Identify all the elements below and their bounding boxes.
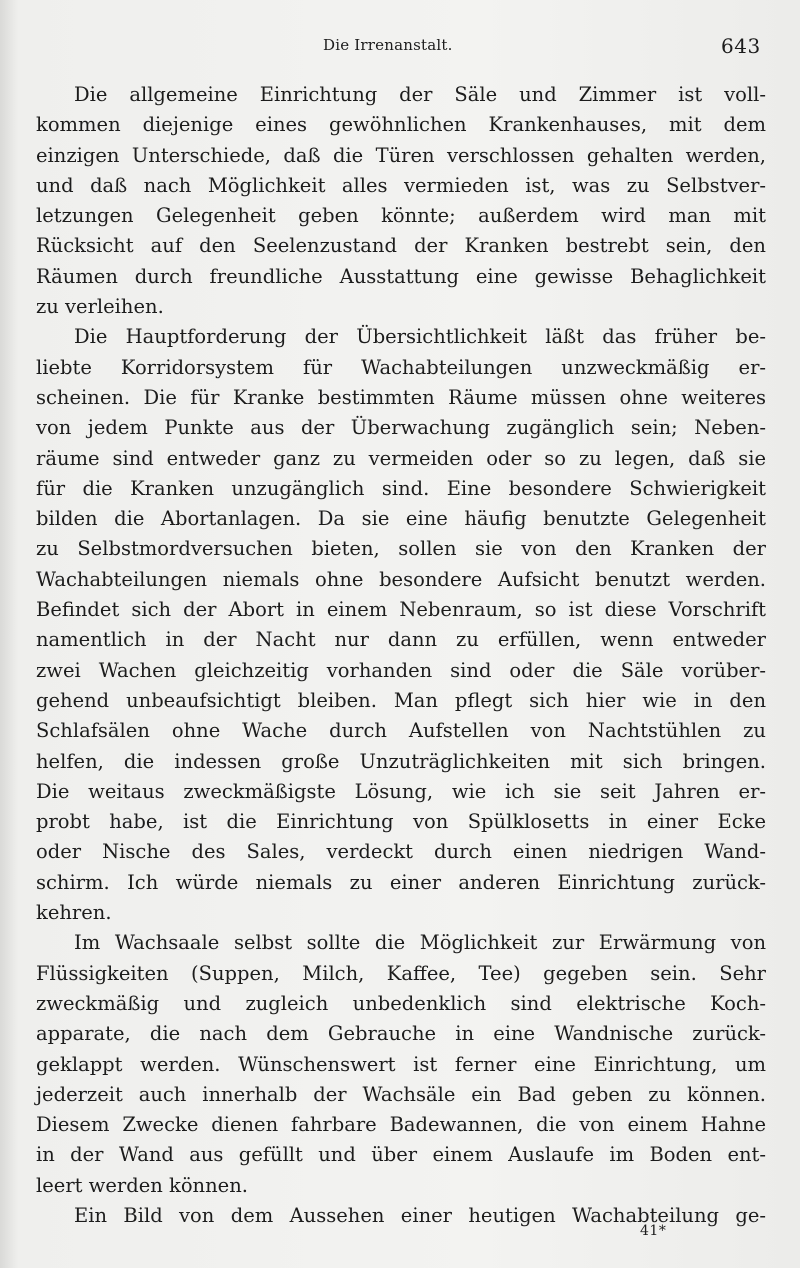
running-head-title: Die Irrenanstalt.	[323, 36, 453, 54]
text-line: Flüssigkeiten (Suppen, Milch, Kaffee, Tee) gegeben sein. Sehr	[36, 961, 766, 985]
text-line: gehend unbeaufsichtigt bleiben. Man pflegt sich hier wie in den	[36, 688, 766, 712]
text-line: letzungen Gelegenheit geben könnte; außerdem wird man mit	[36, 204, 766, 228]
text-line: Wachabteilungen niemals ohne besondere Aufsicht benutzt werden.	[36, 567, 766, 591]
text-line: von jedem Punkte aus der Überwachung zugänglich sein; Neben-	[36, 416, 766, 440]
body-text	[36, 80, 766, 1231]
text-line: namentlich in der Nacht nur dann zu erfüllen, wenn entweder	[36, 628, 766, 652]
text-line: helfen, die indessen große Unzuträglichkeiten mit sich bringen.	[36, 749, 766, 773]
text-line: Ein Bild von dem Aussehen einer heutigen Wachabteilung ge-	[74, 1203, 766, 1227]
page-number: 643	[721, 34, 761, 58]
text-line: scheinen. Die für Kranke bestimmten Räume müssen ohne weiteres	[36, 385, 766, 409]
text-line: kehren.	[36, 901, 112, 925]
text-line: apparate, die nach dem Gebrauche in eine Wandnische zurück-	[36, 1022, 766, 1046]
text-line: geklappt werden. Wünschenswert ist ferner eine Einrichtung, um	[36, 1052, 766, 1076]
text-line: jederzeit auch innerhalb der Wachsäle ein Bad geben zu können.	[36, 1082, 766, 1106]
text-line: Befindet sich der Abort in einem Nebenraum, so ist diese Vorschrift	[36, 598, 766, 622]
text-line: kommen diejenige eines gewöhnlichen Krankenhauses, mit dem	[36, 113, 766, 137]
running-head	[0, 32, 800, 62]
text-line: Die Hauptforderung der Übersichtlichkeit läßt das früher be-	[74, 325, 766, 349]
text-line: zu verleihen.	[36, 295, 164, 319]
text-line: zwei Wachen gleichzeitig vorhanden sind oder die Säle vorüber-	[36, 658, 766, 682]
text-line: Die allgemeine Einrichtung der Säle und Zimmer ist voll-	[74, 83, 766, 106]
text-line: für die Kranken unzugänglich sind. Eine besondere Schwierigkeit	[36, 476, 766, 500]
text-line: Räumen durch freundliche Ausstattung eine gewisse Behaglichkeit	[36, 264, 766, 288]
text-line: zu Selbstmordversuchen bieten, sollen sie von den Kranken der	[36, 537, 766, 561]
paragraph	[36, 928, 766, 1201]
text-line: liebte Korridorsystem für Wachabteilungen unzweckmäßig er-	[36, 355, 766, 379]
text-line: zweckmäßig und zugleich unbedenklich sind elektrische Koch-	[36, 991, 766, 1015]
text-line: leert werden können.	[36, 1173, 248, 1197]
text-line: Die weitaus zweckmäßigste Lösung, wie ich sie seit Jahren er-	[36, 779, 766, 803]
printer-signature-mark: 41*	[640, 1223, 667, 1239]
text-line: Im Wachsaale selbst sollte die Möglichkeit zur Erwärmung von	[74, 931, 766, 955]
paragraph	[36, 80, 766, 322]
text-line: bilden die Abortanlagen. Da sie eine häufig benutzte Gelegenheit	[36, 507, 766, 531]
text-line: oder Nische des Sales, verdeckt durch einen niedrigen Wand-	[36, 840, 766, 864]
text-line: in der Wand aus gefüllt und über einem Auslaufe im Boden ent-	[36, 1143, 766, 1167]
paragraph	[36, 322, 766, 928]
text-line: probt habe, ist die Einrichtung von Spülklosetts in einer Ecke	[36, 810, 766, 834]
text-line: und daß nach Möglichkeit alles vermieden ist, was zu Selbstver-	[36, 173, 766, 197]
text-line: Rücksicht auf den Seelenzustand der Kranken bestrebt sein, den	[36, 234, 766, 258]
text-line: Schlafsälen ohne Wache durch Aufstellen von Nachtstühlen zu	[36, 719, 766, 743]
text-line: einzigen Unterschiede, daß die Türen verschlossen gehalten werden,	[36, 143, 766, 167]
text-line: räume sind entweder ganz zu vermeiden oder so zu legen, daß sie	[36, 446, 766, 470]
text-line: schirm. Ich würde niemals zu einer anderen Einrichtung zurück-	[36, 870, 766, 894]
text-line: Diesem Zwecke dienen fahrbare Badewannen, die von einem Hahne	[36, 1113, 766, 1137]
